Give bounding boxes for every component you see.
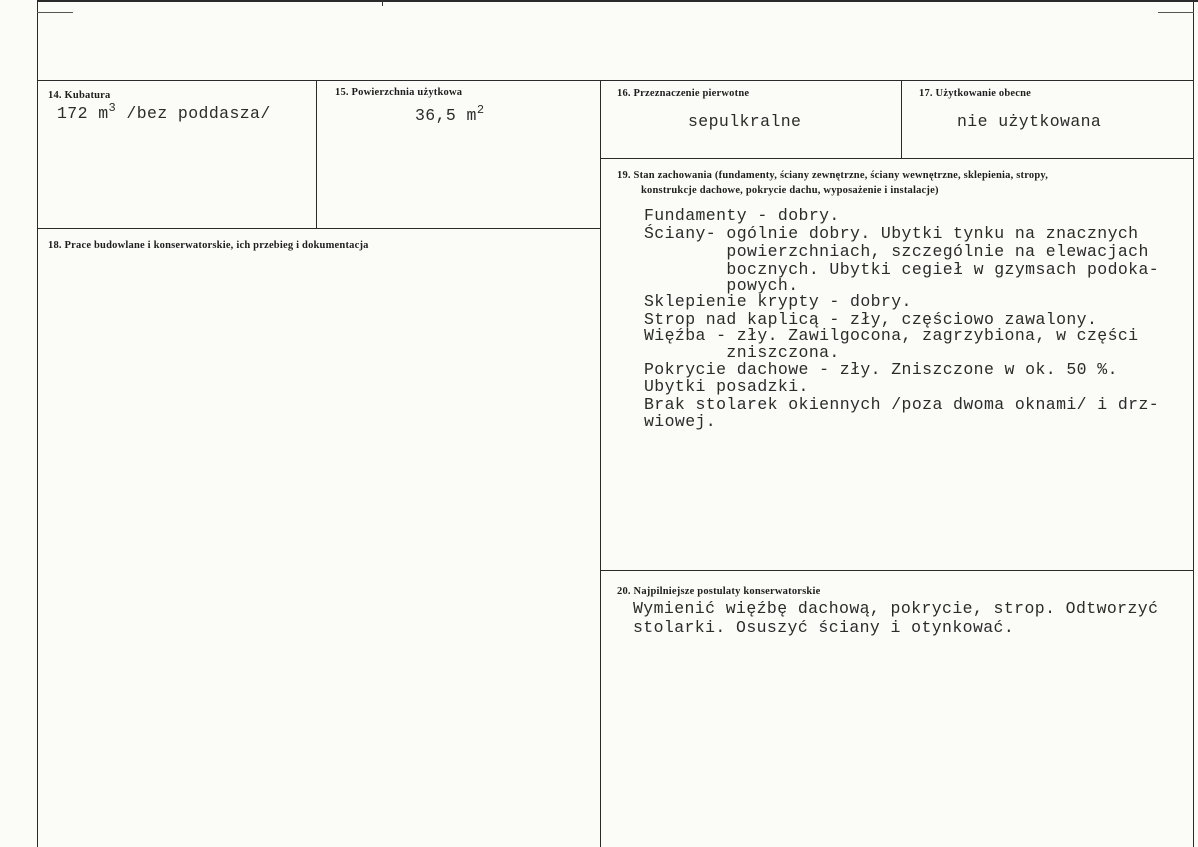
field-15-exponent: 2 <box>476 103 485 117</box>
col-divider-14-15 <box>316 80 317 228</box>
row-divider-top <box>37 80 1194 81</box>
field-19-line: Ściany- ogólnie dobry. Ubytki tynku na znacznych <box>644 224 1139 243</box>
top-tick-mark <box>382 0 383 6</box>
corner-mark <box>1158 12 1194 13</box>
row-divider-19-20 <box>600 570 1194 571</box>
field-19-line: Brak stolarek okiennych /poza dwoma oknami/ i drz- <box>644 395 1160 414</box>
field-19-line: wiowej. <box>644 412 717 431</box>
field-19-line: Pokrycie dachowe - zły. Zniszczone w ok. 50 %. <box>644 360 1118 379</box>
field-19-line: bocznych. Ubytki cegieł w gzymsach podoka- <box>644 260 1160 279</box>
field-19-label-line1: 19. Stan zachowania (fundamenty, ściany zewnętrzne, ściany wewnętrzne, sklepienia, stropy, <box>617 170 1049 181</box>
row-divider-14-18 <box>37 228 601 229</box>
field-16-label: 16. Przeznaczenie pierwotne <box>617 88 750 99</box>
left-border <box>37 0 38 847</box>
field-15-number: 36,5 m <box>415 106 477 125</box>
field-18-label: 18. Prace budowlane i konserwatorskie, ich przebieg i dokumentacja <box>48 240 369 251</box>
field-20-label: 20. Najpilniejsze postulaty konserwatorskie <box>617 586 821 597</box>
corner-mark-left <box>37 12 73 13</box>
field-20-line: Wymienić więźbę dachową, pokrycie, strop. Odtworzyć <box>633 599 1159 618</box>
col-divider-16-17 <box>901 80 902 158</box>
field-14-number: 172 m <box>57 104 109 123</box>
field-17-value: nie użytkowana <box>957 112 1102 131</box>
right-border <box>1193 0 1194 847</box>
field-20-line: stolarki. Osuszyć ściany i otynkować. <box>633 618 1015 637</box>
field-15-value <box>415 103 485 125</box>
field-19-line: powierzchniach, szczególnie na elewacjach <box>644 242 1149 261</box>
col-divider-main <box>600 80 601 847</box>
field-19-line: powych. <box>644 276 799 295</box>
field-14-label: 14. Kubatura <box>48 90 111 101</box>
field-19-label-line2: konstrukcje dachowe, pokrycie dachu, wyposażenie i instalacje) <box>641 185 939 196</box>
field-15-label: 15. Powierzchnia użytkowa <box>335 87 463 98</box>
field-19-line: Ubytki posadzki. <box>644 377 809 396</box>
field-19-line: Strop nad kaplicą - zły, częściowo zawalony. <box>644 310 1098 329</box>
row-divider-16-19 <box>600 158 1194 159</box>
field-19-line: Sklepienie krypty - dobry. <box>644 292 912 311</box>
field-14-exponent: 3 <box>108 101 117 115</box>
field-19-line: Więźba - zły. Zawilgocona, zagrzybiona, w części <box>644 326 1139 345</box>
field-19-line: Fundamenty - dobry. <box>644 206 840 225</box>
field-17-label: 17. Użytkowanie obecne <box>919 88 1032 99</box>
top-border <box>37 0 1198 6</box>
field-19-line: zniszczona. <box>644 343 840 362</box>
field-14-value <box>57 101 271 123</box>
field-16-value: sepulkralne <box>688 112 802 131</box>
field-14-note: /bez poddasza/ <box>116 104 271 123</box>
